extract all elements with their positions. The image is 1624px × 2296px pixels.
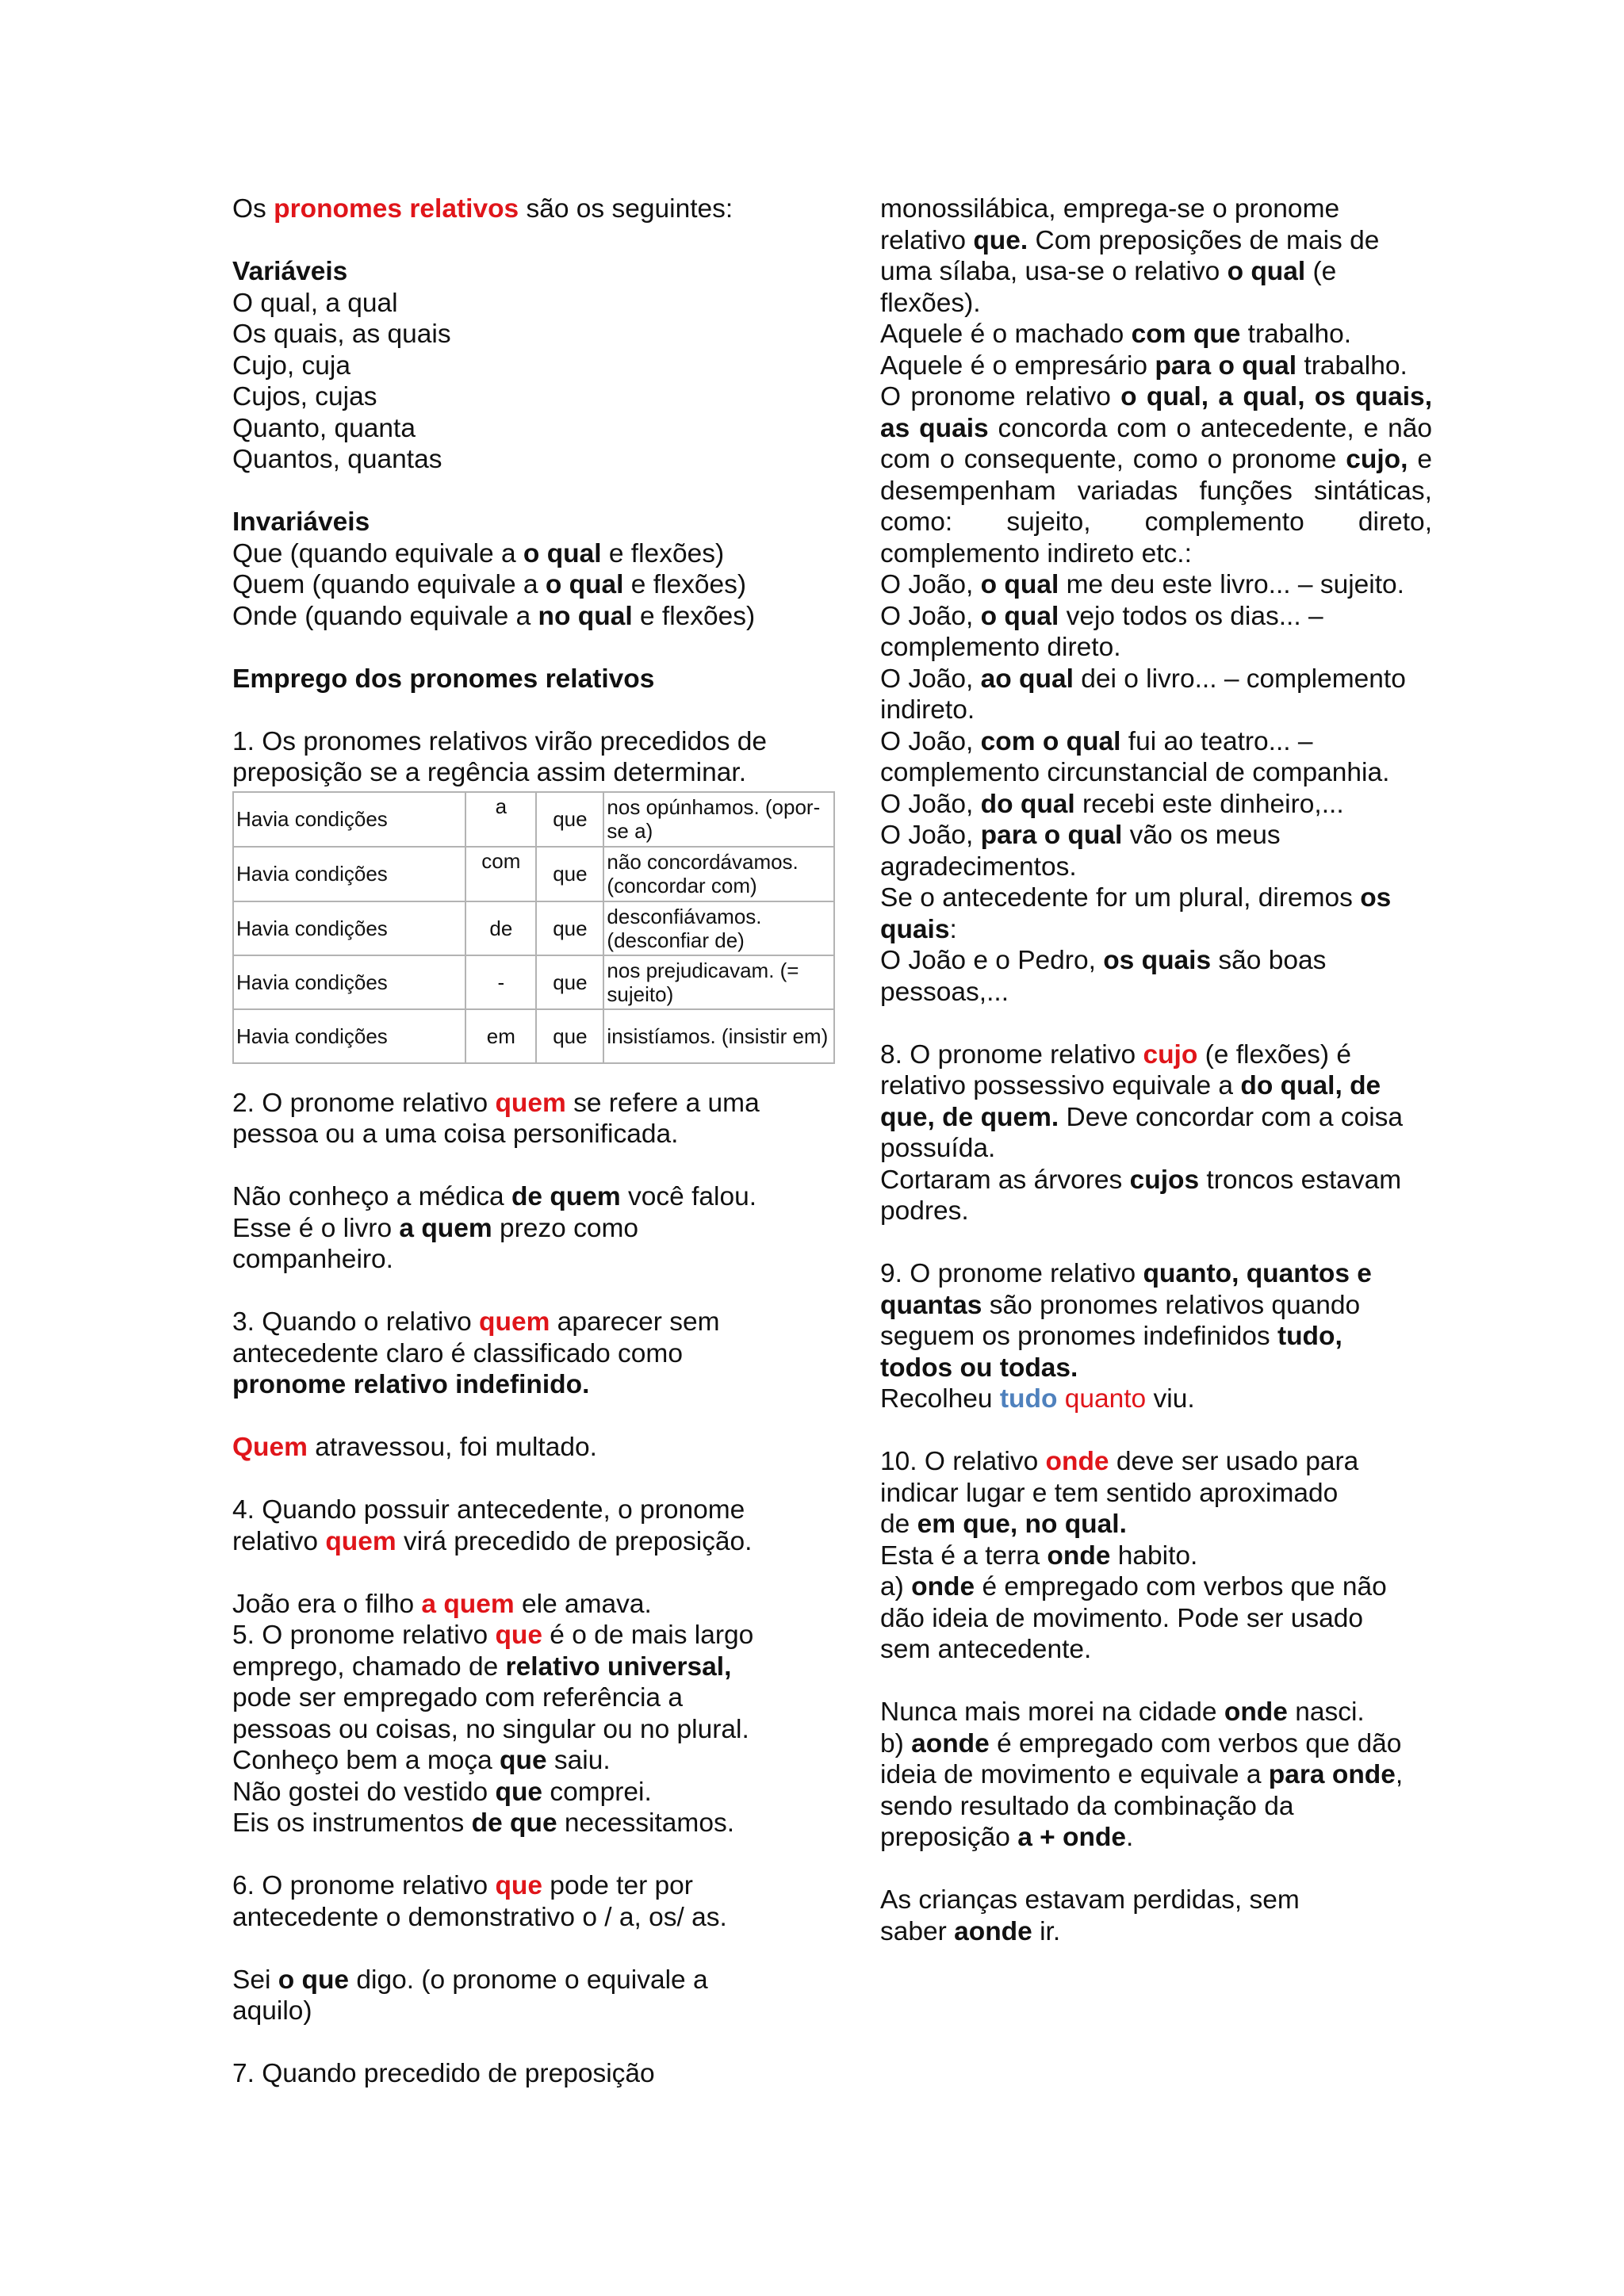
table-cell: que bbox=[536, 792, 603, 847]
item1-line: preposição se a regência assim determinar. bbox=[232, 758, 746, 787]
table-cell: que bbox=[536, 847, 603, 901]
item7-line: 7. Quando precedido de preposição bbox=[232, 2059, 655, 2088]
invariaveis-item: Que (quando equivale a o qual e flexões) bbox=[232, 538, 725, 568]
variaveis-heading: Variáveis bbox=[232, 257, 348, 286]
table-cell: nos opúnhamos. (opor-se a) bbox=[603, 792, 834, 847]
item3-line: antecedente claro é classificado como bbox=[232, 1338, 683, 1368]
table-row bbox=[233, 792, 834, 847]
item8-line: que, de quem. Deve concordar com a coisa bbox=[880, 1102, 1404, 1132]
plural-line: quais: bbox=[880, 914, 957, 944]
table-cell: que bbox=[536, 1009, 603, 1063]
table-cell: Havia condições bbox=[233, 847, 465, 901]
concord-paragraph: O pronome relativo o qual, a qual, os quais, as quais concorda com o antecedente, e não com o consequente, como o pronome cujo, e desempenham variadas funções sintáticas, como: sujeito, complemento direto, complemento indireto etc.: bbox=[880, 382, 1432, 568]
item10b-line: ideia de movimento e equivale a para onde, bbox=[880, 1760, 1404, 1789]
item5-line: pessoas ou coisas, no singular ou no plural. bbox=[232, 1714, 749, 1744]
item2-line: pessoa ou a uma coisa personificada. bbox=[232, 1119, 679, 1149]
left-column bbox=[232, 193, 835, 2090]
example-line: aquilo) bbox=[232, 1996, 312, 2026]
example-line: indireto. bbox=[880, 695, 975, 725]
item5-line: emprego, chamado de relativo universal, bbox=[232, 1651, 732, 1682]
example-line: complemento direto. bbox=[880, 633, 1121, 662]
example-line: Aquele é o empresário para o qual trabalho. bbox=[880, 350, 1408, 381]
variaveis-item: Quanto, quanta bbox=[232, 413, 416, 443]
table-cell: Havia condições bbox=[233, 901, 465, 955]
cont-line: flexões). bbox=[880, 288, 981, 318]
item10-line: de em que, no qual. bbox=[880, 1510, 1127, 1539]
table-cell: desconfiávamos. (desconfiar de) bbox=[603, 901, 834, 955]
example-line: João era o filho a quem ele amava. bbox=[232, 1589, 652, 1619]
item9-line: quantas são pronomes relativos quando bbox=[880, 1290, 1361, 1320]
invariaveis-heading: Invariáveis bbox=[232, 507, 370, 537]
example-line: O João, para o qual vão os meus bbox=[880, 821, 1281, 850]
item8-line: 8. O pronome relativo cujo (e flexões) é bbox=[880, 1039, 1351, 1070]
example-line: saber aonde ir. bbox=[880, 1916, 1061, 1946]
example-line: O João, ao qual dei o livro... – complemento bbox=[880, 664, 1406, 694]
example-line: Quem atravessou, foi multado. bbox=[232, 1433, 597, 1462]
table-cell: Havia condições bbox=[233, 792, 465, 847]
table-cell: - bbox=[465, 955, 536, 1009]
example-line: O João, do qual recebi este dinheiro,... bbox=[880, 789, 1344, 819]
cont-line: uma sílaba, usa-se o relativo o qual (e bbox=[880, 257, 1337, 286]
table-cell: não concordávamos. (concordar com) bbox=[603, 847, 834, 901]
example-line: Esta é a terra onde habito. bbox=[880, 1540, 1198, 1571]
item1-line: 1. Os pronomes relativos virão precedidos de bbox=[232, 726, 768, 756]
item10a-line: a) onde é empregado com verbos que não bbox=[880, 1572, 1387, 1601]
table-cell: em bbox=[465, 1009, 536, 1063]
table-row bbox=[233, 955, 834, 1009]
table-cell: a bbox=[465, 792, 536, 847]
item6-line: antecedente o demonstrativo o / a, os/ as. bbox=[232, 1902, 727, 1932]
emprego-heading: Emprego dos pronomes relativos bbox=[232, 664, 655, 694]
table-row bbox=[233, 1009, 834, 1063]
cont-line: relativo que. Com preposições de mais de bbox=[880, 225, 1380, 255]
example-line: O João e o Pedro, os quais são boas bbox=[880, 946, 1327, 975]
item3-line: 3. Quando o relativo quem aparecer sem bbox=[232, 1307, 720, 1337]
item10b-line: b) aonde é empregado com verbos que dão bbox=[880, 1728, 1402, 1758]
example-line: O João, o qual vejo todos os dias... – bbox=[880, 601, 1323, 631]
table-cell: com bbox=[465, 847, 536, 901]
item9-line: seguem os pronomes indefinidos tudo, bbox=[880, 1322, 1342, 1351]
item9-line: 9. O pronome relativo quanto, quantos e bbox=[880, 1259, 1372, 1288]
example-line: Cortaram as árvores cujos troncos estavam bbox=[880, 1165, 1402, 1195]
item8-line: possuída. bbox=[880, 1134, 996, 1163]
item10-line: 10. O relativo onde deve ser usado para bbox=[880, 1447, 1359, 1476]
example-line: companheiro. bbox=[232, 1245, 393, 1274]
table-row bbox=[233, 901, 834, 955]
item10a-line: dão ideia de movimento. Pode ser usado bbox=[880, 1603, 1363, 1633]
example-line: Conheço bem a moça que saiu. bbox=[232, 1746, 611, 1775]
item2-line: 2. O pronome relativo quem se refere a uma bbox=[232, 1088, 760, 1118]
invariaveis-item: Quem (quando equivale a o qual e flexões) bbox=[232, 570, 747, 599]
example-line: Sei o que digo. (o pronome o equivale a bbox=[232, 1965, 708, 1995]
right-column bbox=[880, 193, 1432, 1947]
table-row bbox=[233, 847, 834, 901]
table-cell: que bbox=[536, 955, 603, 1009]
item4-line: 4. Quando possuir antecedente, o pronome bbox=[232, 1495, 745, 1525]
item6-line: 6. O pronome relativo que pode ter por bbox=[232, 1871, 693, 1900]
plural-line: Se o antecedente for um plural, diremos os bbox=[880, 883, 1392, 913]
item5-line: pode ser empregado com referência a bbox=[232, 1683, 683, 1712]
example-line: Não gostei do vestido que comprei. bbox=[232, 1777, 652, 1807]
example-line: pessoas,... bbox=[880, 977, 1009, 1007]
example-line: O João, o qual me deu este livro... – sujeito. bbox=[880, 570, 1404, 599]
example-line: Eis os instrumentos de que necessitamos. bbox=[232, 1808, 735, 1838]
item8-line: relativo possessivo equivale a do qual, de bbox=[880, 1071, 1381, 1100]
table-cell: Havia condições bbox=[233, 955, 465, 1009]
invariaveis-item: Onde (quando equivale a no qual e flexões) bbox=[232, 601, 756, 631]
item10b-line: preposição a + onde. bbox=[880, 1823, 1134, 1852]
variaveis-item: Cujos, cujas bbox=[232, 382, 377, 411]
table-cell: Havia condições bbox=[233, 1009, 465, 1063]
variaveis-item: Cujo, cuja bbox=[232, 350, 350, 381]
example-line: As crianças estavam perdidas, sem bbox=[880, 1885, 1300, 1915]
item5-line: 5. O pronome relativo que é o de mais largo bbox=[232, 1621, 754, 1650]
example-line: Esse é o livro a quem prezo como bbox=[232, 1213, 639, 1243]
example-line: agradecimentos. bbox=[880, 851, 1077, 882]
cont-line: monossilábica, emprega-se o pronome bbox=[880, 194, 1340, 224]
item10b-line: sendo resultado da combinação da bbox=[880, 1791, 1294, 1821]
item10-line: indicar lugar e tem sentido aproximado bbox=[880, 1478, 1339, 1508]
example-line: complemento circunstancial de companhia. bbox=[880, 758, 1390, 787]
example-line: O João, com o qual fui ao teatro... – bbox=[880, 726, 1313, 756]
item10a-line: sem antecedente. bbox=[880, 1635, 1092, 1664]
variaveis-item: Os quais, as quais bbox=[232, 320, 451, 349]
table-cell: nos prejudicavam. (= sujeito) bbox=[603, 955, 834, 1009]
variaveis-item: O qual, a qual bbox=[232, 288, 398, 318]
example-line: Nunca mais morei na cidade onde nasci. bbox=[880, 1697, 1365, 1727]
example-line: Recolheu tudo quanto viu. bbox=[880, 1384, 1195, 1414]
item9-line: todos ou todas. bbox=[880, 1353, 1078, 1383]
preposition-table bbox=[232, 791, 835, 1064]
item4-line: relativo quem virá precedido de preposição. bbox=[232, 1526, 753, 1556]
variaveis-item: Quantos, quantas bbox=[232, 445, 442, 474]
example-line: Não conheço a médica de quem você falou. bbox=[232, 1182, 757, 1211]
example-line: podres. bbox=[880, 1196, 969, 1226]
item3-line: pronome relativo indefinido. bbox=[232, 1370, 590, 1399]
table-cell: que bbox=[536, 901, 603, 955]
table-cell: de bbox=[465, 901, 536, 955]
table-cell: insistíamos. (insistir em) bbox=[603, 1009, 834, 1063]
intro-line: Os pronomes relativos são os seguintes: bbox=[232, 194, 733, 224]
example-line: Aquele é o machado com que trabalho. bbox=[880, 320, 1352, 349]
